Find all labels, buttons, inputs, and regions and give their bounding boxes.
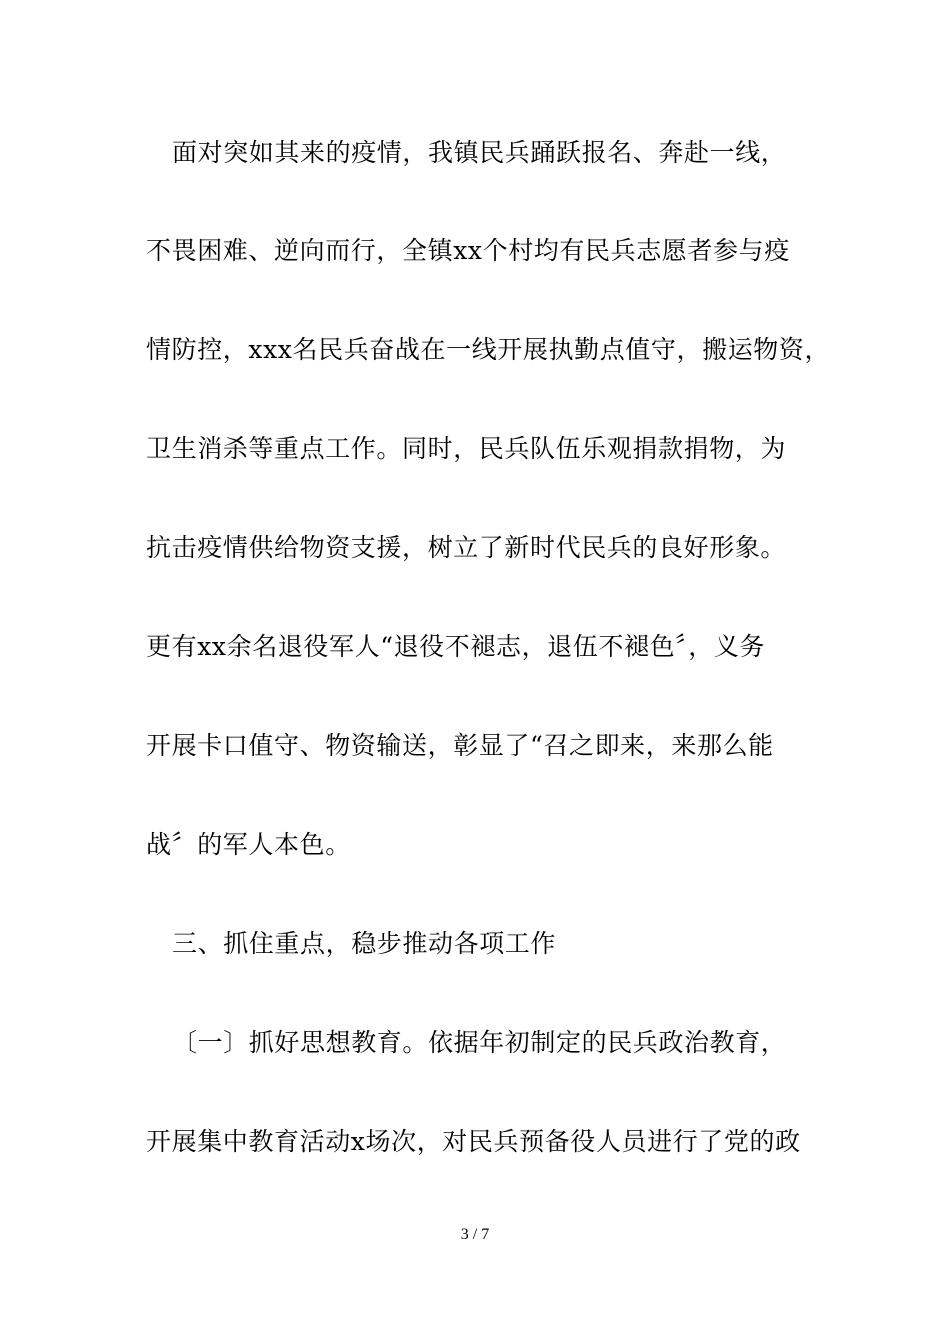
paragraph-line: 开展卡口值守、物资输送，彰显了“召之即来，来那么能 xyxy=(146,731,774,760)
paragraph-line: 不畏困难、逆向而行，全镇xx个村均有民兵志愿者参与疫 xyxy=(146,236,790,265)
paragraph-line: 面对突如其来的疫情，我镇民兵踊跃报名、奔赴一线， xyxy=(172,138,787,167)
section-heading: 三、抓住重点，稳步推动各项工作 xyxy=(172,929,557,958)
paragraph-line: 更有xx余名退役军人“退役不褪志，退伍不褪色〞，义务 xyxy=(146,632,766,661)
paragraph-line: 卫生消杀等重点工作。同时，民兵队伍乐观捐款捐物，为 xyxy=(146,434,787,463)
paragraph-line: 〔一〕抓好思想教育。依据年初制定的民兵政治教育， xyxy=(172,1028,787,1057)
paragraph-line: 抗击疫情供给物资支援，树立了新时代民兵的良好形象。 xyxy=(146,533,787,562)
paragraph-line: 战〞的军人本色。 xyxy=(146,830,351,859)
paragraph-line: 情防控，xxx名民兵奋战在一线开展执勤点值守，搬运物资， xyxy=(146,335,831,364)
page-number: 3 / 7 xyxy=(460,1226,490,1243)
paragraph-line: 开展集中教育活动x场次，对民兵预备役人员进行了党的政 xyxy=(146,1127,801,1156)
